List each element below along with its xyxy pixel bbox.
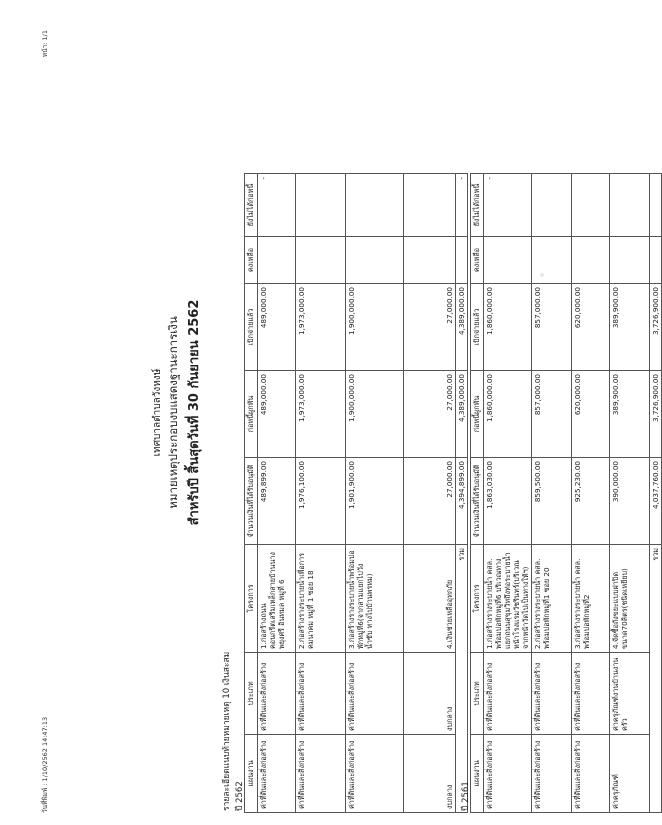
cell-disbursed: 620,000.00	[572, 284, 610, 371]
table-header-row	[245, 174, 258, 813]
cell-unused	[404, 174, 456, 237]
cell-committed: 27,000.00	[404, 371, 456, 458]
total-label: รวม	[456, 545, 468, 813]
cell-project: 2.ก่อสร้างรางระบายน้ำเพื่อการคมนาคม หมู่ที่ 1 ซอย 18	[296, 545, 346, 653]
cell-committed: 857,000.00	[532, 371, 572, 458]
total-label: รวม	[650, 545, 662, 813]
cell-project: 4.เงินช่วยเหลืออุทกภัย	[404, 545, 456, 653]
cell-approved: 859,500.00	[532, 458, 572, 545]
cell-disbursed: 389,900.00	[610, 284, 650, 371]
table-row	[484, 174, 532, 813]
total-approved: 4,037,760.00	[650, 458, 662, 545]
cell-type: ค่าที่ดินและสิ่งก่อสร้าง	[296, 653, 346, 735]
col-approved: จำนวนเงินที่ได้รับอนุมัติ	[245, 458, 258, 545]
cell-disbursed: 489,000.00	[258, 284, 296, 371]
cell-plan: ค่าที่ดินและสิ่งก่อสร้าง	[532, 735, 572, 813]
cell-approved: 925,230.00	[572, 458, 610, 545]
table-row	[346, 174, 404, 813]
cell-project: 2.ก่อสร้างรางระบายน้ำ คสล. พร้อมบ่อพักหมู่ที่1 ซอย 20	[532, 545, 572, 653]
cell-remaining	[610, 237, 650, 284]
cell-type: ค่าที่ดินและสิ่งก่อสร้าง	[258, 653, 296, 735]
cell-committed: 1,973,000.00	[296, 371, 346, 458]
col-unused: ยังไม่ได้ก่อหนี้	[471, 174, 484, 237]
col-unused: ยังไม่ได้ก่อหนี้	[245, 174, 258, 237]
cell-committed: 489,000.00	[258, 371, 296, 458]
cell-unused: -	[258, 174, 296, 237]
cell-remaining	[572, 237, 610, 284]
total-row	[650, 174, 662, 813]
col-type: ประเภท	[245, 653, 258, 735]
col-project: โครงการ	[245, 545, 258, 653]
cell-project: 4.จัดซื้อถังขยะแบบฝาปิด ขนาด70ลิตร(ชนิดเหยียบ)	[610, 545, 650, 653]
cell-type: ค่าที่ดินและสิ่งก่อสร้าง	[572, 653, 610, 735]
col-disbursed: เบิกจ่ายแล้ว	[245, 284, 258, 371]
total-unused	[650, 174, 662, 237]
col-committed: ก่อหนี้ผูกพัน	[245, 371, 258, 458]
organization-name: เทศบาลตำบลวังหงษ์	[152, 368, 163, 457]
document-title: หมายเหตุประกอบงบแสดงฐานะการเงิน	[166, 316, 180, 509]
table-row	[404, 174, 456, 813]
cell-approved: 1,901,900.00	[346, 458, 404, 545]
cell-unused	[572, 174, 610, 237]
cell-remaining	[532, 237, 572, 284]
cell-project: 3.ก่อสร้างรางระบายน้ำ คสล. พร้อมบ่อพักหมู่ที่2	[572, 545, 610, 653]
cell-unused	[532, 174, 572, 237]
cell-plan: ค่าที่ดินและสิ่งก่อสร้าง	[484, 735, 532, 813]
cell-type: ค่าที่ดินและสิ่งก่อสร้าง	[532, 653, 572, 735]
year-2562-label: ปี 2562	[235, 781, 245, 811]
document-period: สำหรับปี สิ้นสุดวันที่ 30 กันยายน 2562	[187, 299, 202, 526]
cell-plan: งบกลาง	[404, 735, 456, 813]
col-plan: แผนงาน	[471, 735, 484, 813]
col-committed: ก่อหนี้ผูกพัน	[471, 371, 484, 458]
col-disbursed: เบิกจ่ายแล้ว	[471, 284, 484, 371]
cell-disbursed: 857,000.00	[532, 284, 572, 371]
table-row	[610, 174, 650, 813]
table-row	[296, 174, 346, 813]
cell-type: ค่าที่ดินและสิ่งก่อสร้าง	[484, 653, 532, 735]
col-remaining: คงเหลือ	[471, 237, 484, 284]
cell-remaining	[258, 237, 296, 284]
cell-disbursed: 27,000.00	[404, 284, 456, 371]
cell-remaining	[346, 237, 404, 284]
cell-unused: -	[484, 174, 532, 237]
col-project: โครงการ	[471, 545, 484, 653]
cell-type: ค่าที่ดินและสิ่งก่อสร้าง	[346, 653, 404, 735]
cell-approved: 1,863,030.00	[484, 458, 532, 545]
table-row	[258, 174, 296, 813]
total-approved: 4,394,899.00	[456, 458, 468, 545]
table-header-row	[471, 174, 484, 813]
cell-approved: 489,899.00	[258, 458, 296, 545]
cell-committed: 620,000.00	[572, 371, 610, 458]
table-2562	[244, 173, 468, 813]
cell-committed: 1,900,000.00	[346, 371, 404, 458]
cell-type: ค่าครุภัณฑ์งานบ้านงานครัว	[610, 653, 650, 735]
total-remaining	[650, 237, 662, 284]
total-disbursed: 4,389,000.00	[456, 284, 468, 371]
col-plan: แผนงาน	[245, 735, 258, 813]
cell-plan: ค่าที่ดินและสิ่งก่อสร้าง	[296, 735, 346, 813]
cell-unused	[610, 174, 650, 237]
total-remaining	[456, 237, 468, 284]
total-disbursed: 3,726,900.00	[650, 284, 662, 371]
cell-plan: ค่าที่ดินและสิ่งก่อสร้าง	[258, 735, 296, 813]
section-title: รายละเอียดแนบท้ายหมายเหตุ 10 เงินสะสม	[222, 651, 232, 811]
table-row	[532, 174, 572, 813]
table-row	[572, 174, 610, 813]
cell-disbursed: 1,900,000.00	[346, 284, 404, 371]
cell-disbursed: 1,973,000.00	[296, 284, 346, 371]
total-committed: 3,726,900.00	[650, 371, 662, 458]
cell-project: 1.ก่อสร้างถนนคอนกรีตเสริมเหล็กสายบ้านนางพยุงศรี อินทมล หมู่ที่ 6	[258, 545, 296, 653]
cell-project: 3.ก่อสร้างรางระบายน้ำพร้อมบ่อพักหมู่ที่6(จากสามแยกไปวังน้ำซับ ทางไปบ้านพรหม)	[346, 545, 404, 653]
scan-speck	[540, 273, 544, 277]
cell-approved: 390,000.00	[610, 458, 650, 545]
cell-plan: ค่าครุภัณฑ์	[610, 735, 650, 813]
total-committed: 4,389,000.00	[456, 371, 468, 458]
cell-project: 1.ก่อสร้างรางระบายน้ำ คสล. พร้อมบ่อพักหมู่ที่6 บริเวณทางแยกถนนสุขุมวิทถึงท่อระบายน้ำหน้าโรงแรมวัชรินทร์(บริเวณจากหน้าวัดไปเป็นทางให้ฯ)	[484, 545, 532, 653]
cell-unused	[296, 174, 346, 237]
total-unused: -	[456, 174, 468, 237]
cell-remaining	[296, 237, 346, 284]
cell-remaining	[484, 237, 532, 284]
cell-committed: 389,900.00	[610, 371, 650, 458]
table-2561	[470, 173, 662, 813]
cell-disbursed: 1,860,000.00	[484, 284, 532, 371]
cell-approved: 27,000.00	[404, 458, 456, 545]
print-date: วันที่พิมพ์ : 1/10/2562 14:47:13	[41, 716, 49, 813]
cell-committed: 1,860,000.00	[484, 371, 532, 458]
cell-unused	[346, 174, 404, 237]
col-type: ประเภท	[471, 653, 484, 735]
page-number: หน้า: 1/1	[41, 30, 49, 58]
cell-plan: ค่าที่ดินและสิ่งก่อสร้าง	[572, 735, 610, 813]
col-approved: จำนวนเงินที่ได้รับอนุมัติ	[471, 458, 484, 545]
cell-approved: 1,976,100.00	[296, 458, 346, 545]
col-remaining: คงเหลือ	[245, 237, 258, 284]
year-2561-label: ปี 2561	[461, 781, 471, 811]
cell-remaining	[404, 237, 456, 284]
cell-plan: ค่าที่ดินและสิ่งก่อสร้าง	[346, 735, 404, 813]
total-row	[456, 174, 468, 813]
cell-type: งบกลาง	[404, 653, 456, 735]
